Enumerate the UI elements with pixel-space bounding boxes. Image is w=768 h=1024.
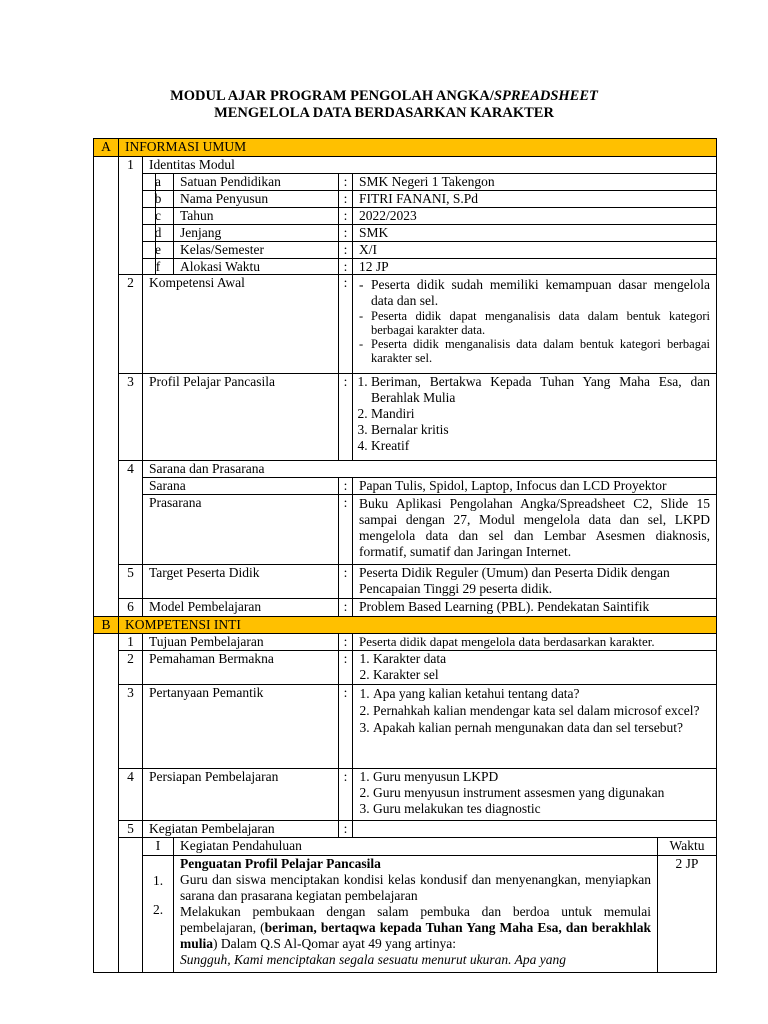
document-title-line2: MENGELOLA DATA BERDASARKAN KARAKTER	[214, 105, 554, 121]
target-label: Target Peserta Didik	[143, 565, 339, 599]
kegiatan-label: Kegiatan Pembelajaran	[143, 821, 339, 838]
step-number: 1.	[152, 873, 164, 888]
persiapan-item: 3. Guru melakukan tes diagnostic	[373, 801, 710, 817]
sarana-title: Sarana dan Prasarana	[143, 461, 717, 478]
sarana-label: Sarana	[143, 478, 339, 495]
persiapan-list	[353, 769, 717, 821]
pertanyaan-label: Pertanyaan Pemantik	[143, 685, 339, 769]
identitas-key: f	[143, 259, 174, 275]
steps-col	[143, 856, 174, 973]
sarana-num: 4	[119, 461, 143, 565]
kompetensi-awal-label: Kompetensi Awal	[143, 275, 339, 374]
identitas-row-label: Kelas/Semester	[174, 242, 339, 259]
target-value: Peserta Didik Reguler (Umum) dan Peserta Didik dengan Pencapaian Tinggi 29 peserta didik.	[353, 565, 717, 599]
sarana-colon: :	[339, 478, 353, 495]
model-colon: :	[339, 599, 353, 617]
section-b-letter: B	[94, 617, 119, 634]
kompetensi-awal-item: - Peserta didik dapat menganalisis data dalam bentuk kategori berbagai karakter data.	[359, 309, 710, 337]
section-a-letter: A	[94, 139, 119, 157]
target-colon: :	[339, 565, 353, 599]
model-label: Model Pembelajaran	[143, 599, 339, 617]
identitas-row-value: X/I	[353, 242, 717, 259]
identitas-colon: :	[339, 242, 353, 259]
pertanyaan-num: 3	[119, 685, 143, 769]
pertanyaan-list	[353, 685, 717, 769]
profil-colon: :	[339, 374, 353, 461]
persiapan-item: 1. Guru menyusun LKPD	[373, 769, 710, 785]
section-b-title: KOMPETENSI INTI	[119, 617, 717, 634]
identitas-colon: :	[339, 259, 353, 275]
kegiatan-paragraph-2: Melakukan pembukaan dengan salam pembuka dan berdoa untuk memulai pembelajaran, (beriman, bertaqwa kepada Tuhan Yang Maha Esa, dan berakhlak mulia) Dalam Q.S Al-Qomar ayat 49 yang artinya:	[180, 904, 651, 951]
section-a-margin	[94, 157, 119, 617]
module-table	[93, 138, 717, 973]
pertanyaan-item: 1. Apa yang kalian ketahui tentang data?	[373, 686, 710, 702]
profil-item: 1. Beriman, Bertakwa Kepada Tuhan Yang Maha Esa, dan Berahlak Mulia	[371, 374, 710, 406]
pertanyaan-item: 3. Apakah kalian pernah mengunakan data dan sel tersebut?	[373, 720, 710, 736]
waktu-value: 2 JP	[658, 856, 717, 973]
pemahaman-item: 1. Karakter data	[373, 651, 710, 667]
target-num: 5	[119, 565, 143, 599]
identitas-row-value: SMK	[353, 225, 717, 242]
identitas-row-label: Tahun	[174, 208, 339, 225]
tujuan-label: Tujuan Pembelajaran	[143, 634, 339, 651]
identitas-row-value: 12 JP	[353, 259, 717, 275]
identitas-key: b	[143, 191, 174, 208]
identitas-key: a	[143, 174, 174, 191]
identitas-colon: :	[339, 225, 353, 242]
waktu-label: Waktu	[658, 838, 717, 856]
identitas-colon: :	[339, 208, 353, 225]
pertanyaan-item: 2. Pernahkah kalian mendengar kata sel dalam microsof excel?	[373, 703, 710, 719]
sub-label: Kegiatan Pendahuluan	[174, 838, 658, 856]
persiapan-item: 2. Guru menyusun instrument assesmen yang digunakan	[373, 785, 710, 801]
persiapan-num: 4	[119, 769, 143, 821]
identitas-row-value: SMK Negeri 1 Takengon	[353, 174, 717, 191]
profil-label: Profil Pelajar Pancasila	[143, 374, 339, 461]
identitas-colon: :	[339, 174, 353, 191]
identitas-row-label: Jenjang	[174, 225, 339, 242]
kegiatan-num: 5	[119, 821, 143, 838]
profil-item: 2. Mandiri	[371, 406, 710, 422]
kegiatan-colon: :	[339, 821, 353, 838]
sarana-value: Papan Tulis, Spidol, Laptop, Infocus dan LCD Proyektor	[353, 478, 717, 495]
profil-num: 3	[119, 374, 143, 461]
step-number: 2.	[152, 902, 164, 917]
pertanyaan-colon: :	[339, 685, 353, 769]
tujuan-num: 1	[119, 634, 143, 651]
tujuan-value: Peserta didik dapat mengelola data berdasarkan karakter.	[353, 634, 717, 651]
kompetensi-awal-item: - Peserta didik sudah memiliki kemampuan dasar mengelola data dan sel.	[359, 277, 710, 309]
kompetensi-awal-list	[353, 275, 717, 374]
profil-list	[353, 374, 717, 461]
pemahaman-num: 2	[119, 651, 143, 685]
profil-item: 4. Kreatif	[371, 438, 710, 454]
sub-num: I	[143, 838, 174, 856]
pemahaman-colon: :	[339, 651, 353, 685]
prasarana-colon: :	[339, 495, 353, 565]
kompetensi-awal-item: - Peserta didik menganalisis data dalam bentuk kategori berbagai karakter sel.	[359, 337, 710, 365]
section-b-margin	[94, 634, 119, 973]
identitas-key: d	[143, 225, 174, 242]
persiapan-label: Persiapan Pembelajaran	[143, 769, 339, 821]
kegiatan-heading: Penguatan Profil Pelajar Pancasila	[180, 856, 381, 871]
identitas-colon: :	[339, 191, 353, 208]
prasarana-label: Prasarana	[143, 495, 339, 565]
identitas-num: 1	[119, 157, 143, 275]
kegiatan-paragraph-3: Sungguh, Kami menciptakan segala sesuatu menurut ukuran. Apa yang	[180, 952, 566, 967]
persiapan-colon: :	[339, 769, 353, 821]
identitas-row-label: Nama Penyusun	[174, 191, 339, 208]
kegiatan-paragraph-1: Guru dan siswa menciptakan kondisi kelas kondusif dan menyenangkan, menyiapkan sarana dan prasarana kegiatan pembelajaran	[180, 872, 651, 903]
tujuan-colon: :	[339, 634, 353, 651]
kegiatan-value	[353, 821, 717, 838]
section-a-title: INFORMASI UMUM	[119, 139, 717, 157]
identitas-label: Identitas Modul	[143, 157, 717, 174]
identitas-row-label: Satuan Pendidikan	[174, 174, 339, 191]
kompetensi-awal-num: 2	[119, 275, 143, 374]
model-num: 6	[119, 599, 143, 617]
document-title-line1: MODUL AJAR PROGRAM PENGOLAH ANGKA/SPREADSHEET	[170, 88, 598, 104]
identitas-key: e	[143, 242, 174, 259]
pemahaman-list	[353, 651, 717, 685]
prasarana-value: Buku Aplikasi Pengolahan Angka/Spreadsheet C2, Slide 15 sampai dengan 27, Modul mengelola data dan sel, LKPD mengelola data dan sel dan Lembar Asesmen diaknosis, formatif, sumatif dan Jaringan Internet.	[353, 495, 717, 565]
pemahaman-label: Pemahaman Bermakna	[143, 651, 339, 685]
profil-item: 3. Bernalar kritis	[371, 422, 710, 438]
identitas-row-label: Alokasi Waktu	[174, 259, 339, 275]
model-value: Problem Based Learning (PBL). Pendekatan Saintifik	[353, 599, 717, 617]
kegiatan-indent	[119, 838, 143, 973]
kompetensi-awal-colon: :	[339, 275, 353, 374]
identitas-row-value: 2022/2023	[353, 208, 717, 225]
kegiatan-content	[174, 856, 658, 973]
pemahaman-item: 2. Karakter sel	[373, 667, 710, 683]
identitas-key: c	[143, 208, 174, 225]
identitas-row-value: FITRI FANANI, S.Pd	[353, 191, 717, 208]
